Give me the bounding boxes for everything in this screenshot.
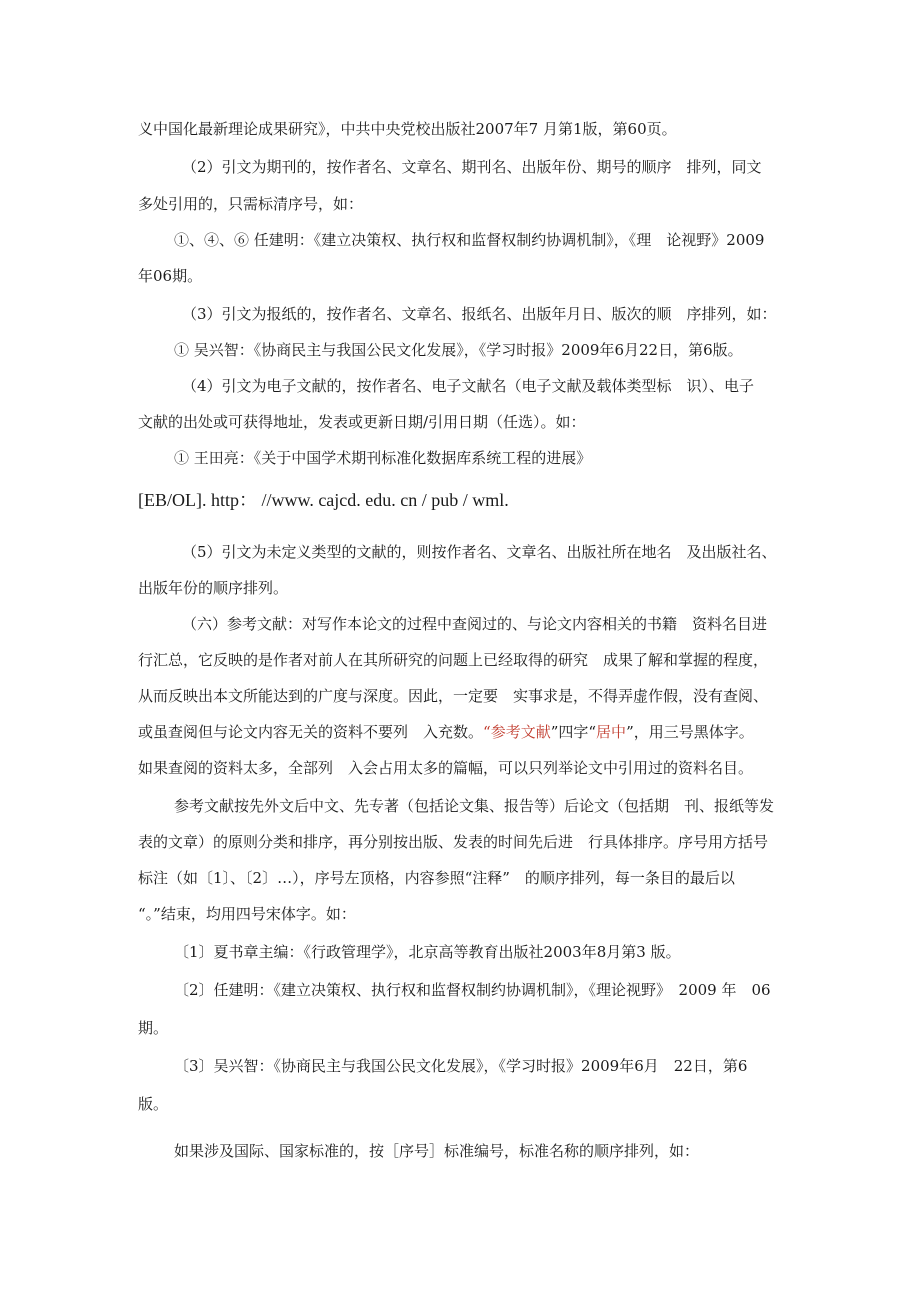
paragraph-line: （2）引文为期刊的，按作者名、文章名、期刊名、出版年份、期号的顺序 排列，同文 [182, 158, 762, 176]
line-text: 或虽查阅但与论文内容无关的资料不要列 入充数。 [138, 723, 484, 741]
paragraph-line: 标注（如〔1〕、〔2〕…），序号左顶格，内容参照“注释” 的顺序排列，每一条目的最后以 [138, 869, 735, 887]
paragraph-line-with-highlight [138, 722, 788, 742]
url-line: [EB/OL]. http： //www. cajcd. edu. cn / pub / wml. [138, 490, 509, 510]
paragraph-line: 多处引用的，只需标清序号，如： [138, 195, 364, 213]
reference-entry-continued: 期。 [138, 1019, 169, 1037]
paragraph-line: 表的文章）的原则分类和排序，再分别按出版、发表的时间先后进 行具体排序。序号用方括号 [138, 833, 769, 851]
highlight-references: 参考文献 [490, 723, 551, 741]
highlight-centered: 居中 [596, 723, 627, 741]
paragraph-line: （5）引文为未定义类型的文献的，则按作者名、文章名、出版社所在地名 及出版社名、 [182, 543, 777, 561]
paragraph-line: 如果查阅的资料太多，全部列 入会占用太多的篇幅，可以只列举论文中引用过的资料名目。 [138, 759, 754, 777]
paragraph-line: （六）参考文献：对写作本论文的过程中查阅过的、与论文内容相关的书籍 资料名目进 [182, 615, 768, 633]
paragraph-line: ①、④、⑥ 任建明：《建立决策权、执行权和监督权制约协调机制》，《理 论视野》2009 [174, 231, 765, 249]
line-text: ”，用三号黑体字。 [626, 723, 754, 741]
reference-entry: 〔2〕任建明：《建立决策权、执行权和监督权制约协调机制》，《理论视野》 2009 年 06 [174, 981, 771, 999]
paragraph-line: 年06期。 [138, 267, 203, 285]
paragraph-line: ① 吴兴智：《协商民主与我国公民文化发展》，《学习时报》2009年6月22日，第6版。 [174, 341, 743, 359]
paragraph-line: 如果涉及国际、国家标准的，按［序号］标准编号，标准名称的顺序排列，如： [174, 1142, 700, 1160]
reference-entry: 〔3〕吴兴智：《协商民主与我国公民文化发展》，《学习时报》2009年6月 22日，第6 [174, 1057, 748, 1075]
paragraph-line: 从而反映出本文所能达到的广度与深度。因此，一定要 实事求是，不得弄虚作假，没有查阅、 [138, 687, 769, 705]
paragraph-line: “。”结束，均用四号宋体字。如： [138, 905, 356, 923]
reference-entry-continued: 版。 [138, 1095, 169, 1113]
paragraph-line: （4）引文为电子文献的，按作者名、电子文献名（电子文献及载体类型标 识）、电子 [182, 377, 755, 395]
line-text: ”四字“ [550, 723, 597, 741]
paragraph-line: 参考文献按先外文后中文、先专著（包括论文集、报告等）后论文（包括期 刊、报纸等发 [174, 797, 775, 815]
quote-mark: “ [483, 723, 491, 741]
paragraph-line: 义中国化最新理论成果研究》，中共中央党校出版社2007年7 月第1版，第60页。 [138, 120, 677, 138]
paragraph-line: （3）引文为报纸的，按作者名、文章名、报纸名、出版年月日、版次的顺 序排列，如： [182, 305, 777, 323]
paragraph-line: 行汇总，它反映的是作者对前人在其所研究的问题上已经取得的研究 成果了解和掌握的程度， [138, 651, 769, 669]
paragraph-line: 文献的出处或可获得地址，发表或更新日期/引用日期（任选）。如： [138, 413, 586, 431]
paragraph-line: ① 王田亮：《关于中国学术期刊标准化数据库系统工程的进展》 [174, 449, 592, 467]
reference-entry: 〔1〕夏书章主编：《行政管理学》，北京高等教育出版社2003年8月第3 版。 [174, 943, 681, 961]
paragraph-line: 出版年份的顺序排列。 [138, 579, 289, 597]
